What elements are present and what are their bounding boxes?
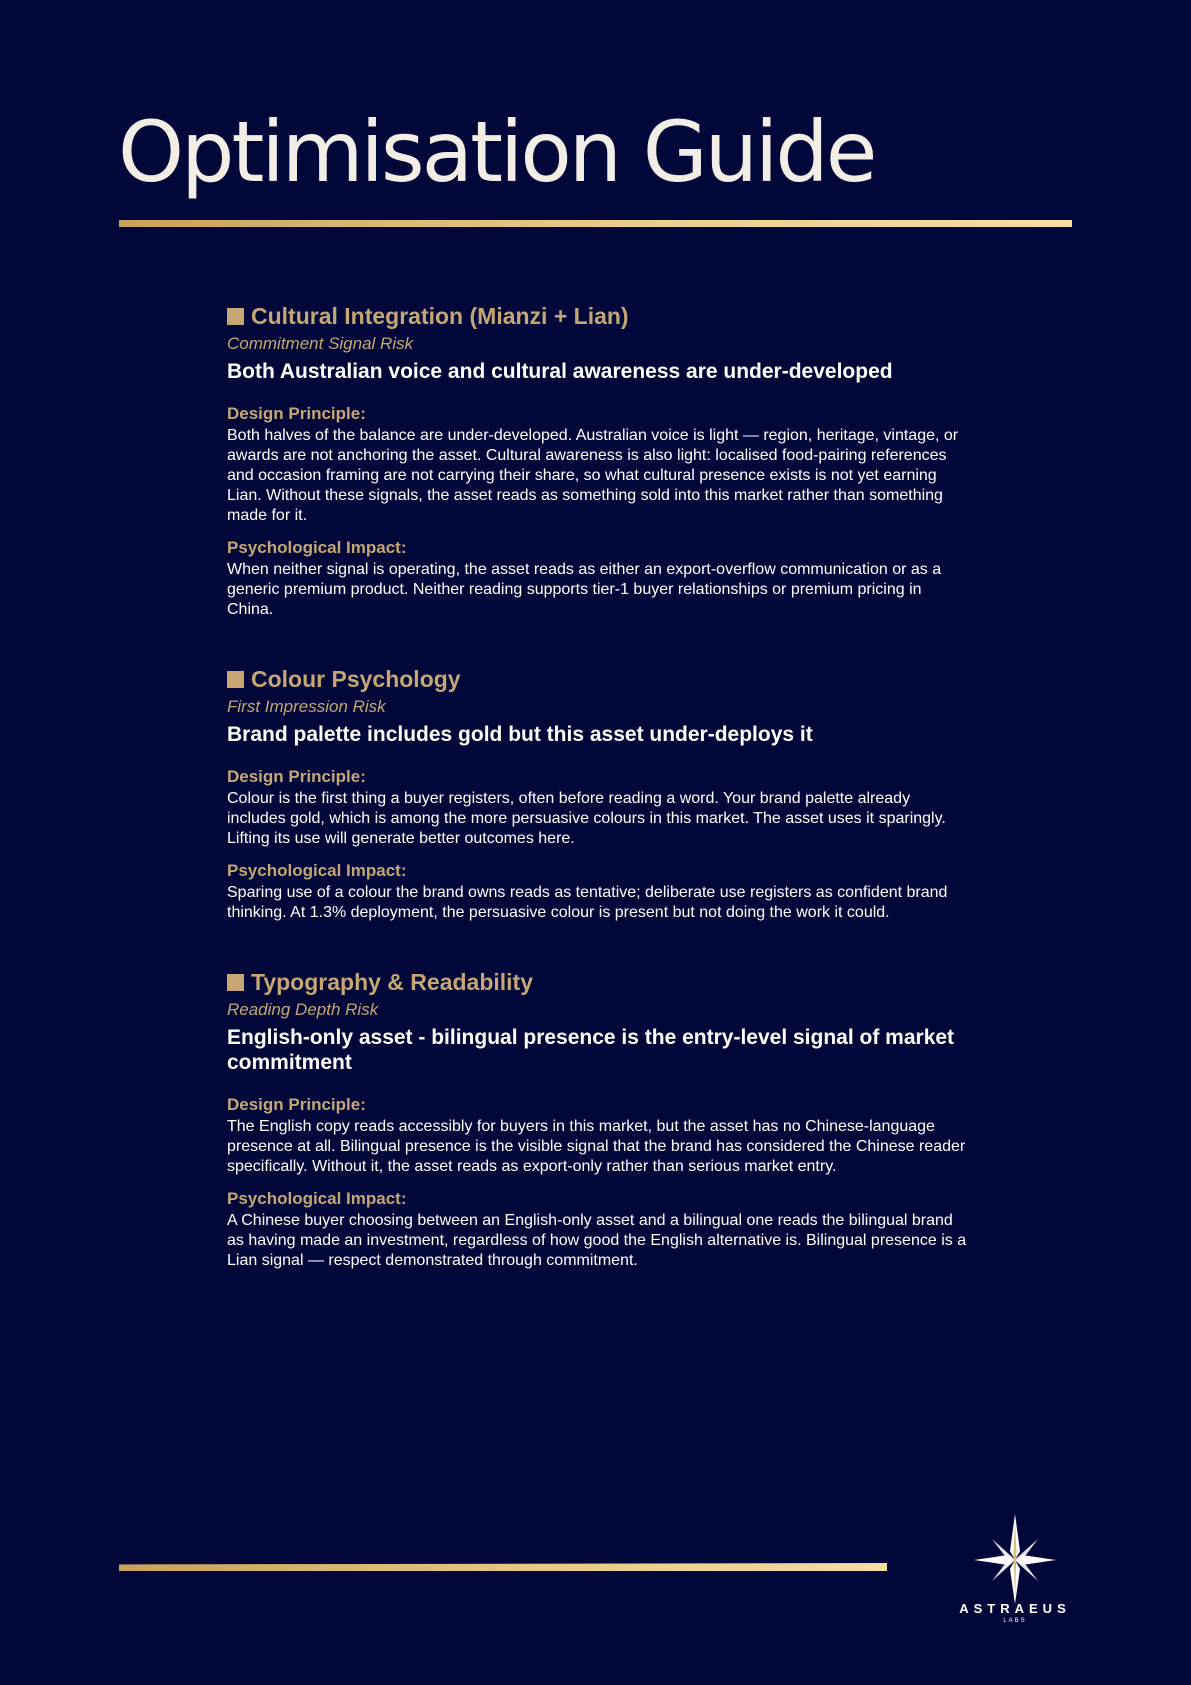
section-heading bbox=[227, 969, 967, 996]
psychological-impact-text: When neither signal is operating, the asset reads as either an export-overflow communication or as a generic premium product. Neither reading supports tier-1 buyer relationships or premium pricing in China. bbox=[227, 561, 942, 618]
section-heading-text: Colour Psychology bbox=[251, 666, 461, 692]
psychological-impact-label: Psychological Impact: bbox=[227, 861, 407, 880]
psychological-impact-text: A Chinese buyer choosing between an English-only asset and a bilingual one reads the bilingual brand as having made an investment, regardless of how good the English alternative is. Bilingual presence is a Lian signal — respect demonstrated through commitment. bbox=[227, 1212, 967, 1269]
page-title: Optimisation Guide bbox=[118, 103, 875, 201]
compass-star-icon bbox=[950, 1512, 1080, 1604]
astraeus-logo bbox=[950, 1512, 1080, 1630]
design-principle-label: Design Principle: bbox=[227, 767, 366, 786]
section-heading bbox=[227, 666, 967, 693]
design-principle-label: Design Principle: bbox=[227, 404, 366, 423]
square-bullet-icon bbox=[227, 671, 244, 688]
section-headline: English-only asset - bilingual presence is the entry-level signal of market commitment bbox=[227, 1026, 955, 1074]
section-colour-psychology bbox=[227, 666, 967, 923]
footer-rule bbox=[119, 1563, 887, 1571]
section-heading bbox=[227, 303, 967, 330]
section-headline: Both Australian voice and cultural awareness are under-developed bbox=[227, 360, 893, 383]
section-heading-text: Typography & Readability bbox=[251, 969, 534, 995]
design-principle-text: Both halves of the balance are under-developed. Australian voice is light — region, heritage, vintage, or awards are not anchoring the asset. Cultural awareness is also light: localised food-pairing references and occasion framing are not carrying their share, so what cultural presence exists is not yet earning Lian. Without these signals, the asset reads as something sold into this market rather than something made for it. bbox=[227, 427, 959, 524]
section-headline: Brand palette includes gold but this asset under-deploys it bbox=[227, 723, 813, 746]
title-underline bbox=[119, 220, 1072, 227]
section-risk-subtitle: Reading Depth Risk bbox=[227, 1000, 379, 1019]
square-bullet-icon bbox=[227, 308, 244, 325]
section-risk-subtitle: Commitment Signal Risk bbox=[227, 334, 414, 353]
design-principle-text: Colour is the first thing a buyer registers, often before reading a word. Your brand palette already includes gold, which is among the more persuasive colours in this market. The asset uses it sparingly. Lifting its use will generate better outcomes here. bbox=[227, 790, 946, 847]
psychological-impact-text: Sparing use of a colour the brand owns reads as tentative; deliberate use registers as confident brand thinking. At 1.3% deployment, the persuasive colour is present but not doing the work it could. bbox=[227, 884, 948, 921]
logo-wordmark: ASTRAEUS bbox=[959, 1601, 1071, 1616]
square-bullet-icon bbox=[227, 974, 244, 991]
design-principle-text: The English copy reads accessibly for buyers in this market, but the asset has no Chinese-language presence at all. Bilingual presence is the visible signal that the brand has considered the Chinese reader specifically. Without it, the asset reads as export-only rather than serious market entry. bbox=[227, 1118, 966, 1175]
guide-content bbox=[227, 303, 967, 1317]
section-cultural-integration bbox=[227, 303, 967, 620]
section-risk-subtitle: First Impression Risk bbox=[227, 697, 386, 716]
psychological-impact-label: Psychological Impact: bbox=[227, 538, 407, 557]
design-principle-label: Design Principle: bbox=[227, 1095, 366, 1114]
section-heading-text: Cultural Integration (Mianzi + Lian) bbox=[251, 303, 629, 329]
logo-subtext: LABS bbox=[1003, 1618, 1027, 1624]
psychological-impact-label: Psychological Impact: bbox=[227, 1189, 407, 1208]
section-typography-readability bbox=[227, 969, 967, 1271]
